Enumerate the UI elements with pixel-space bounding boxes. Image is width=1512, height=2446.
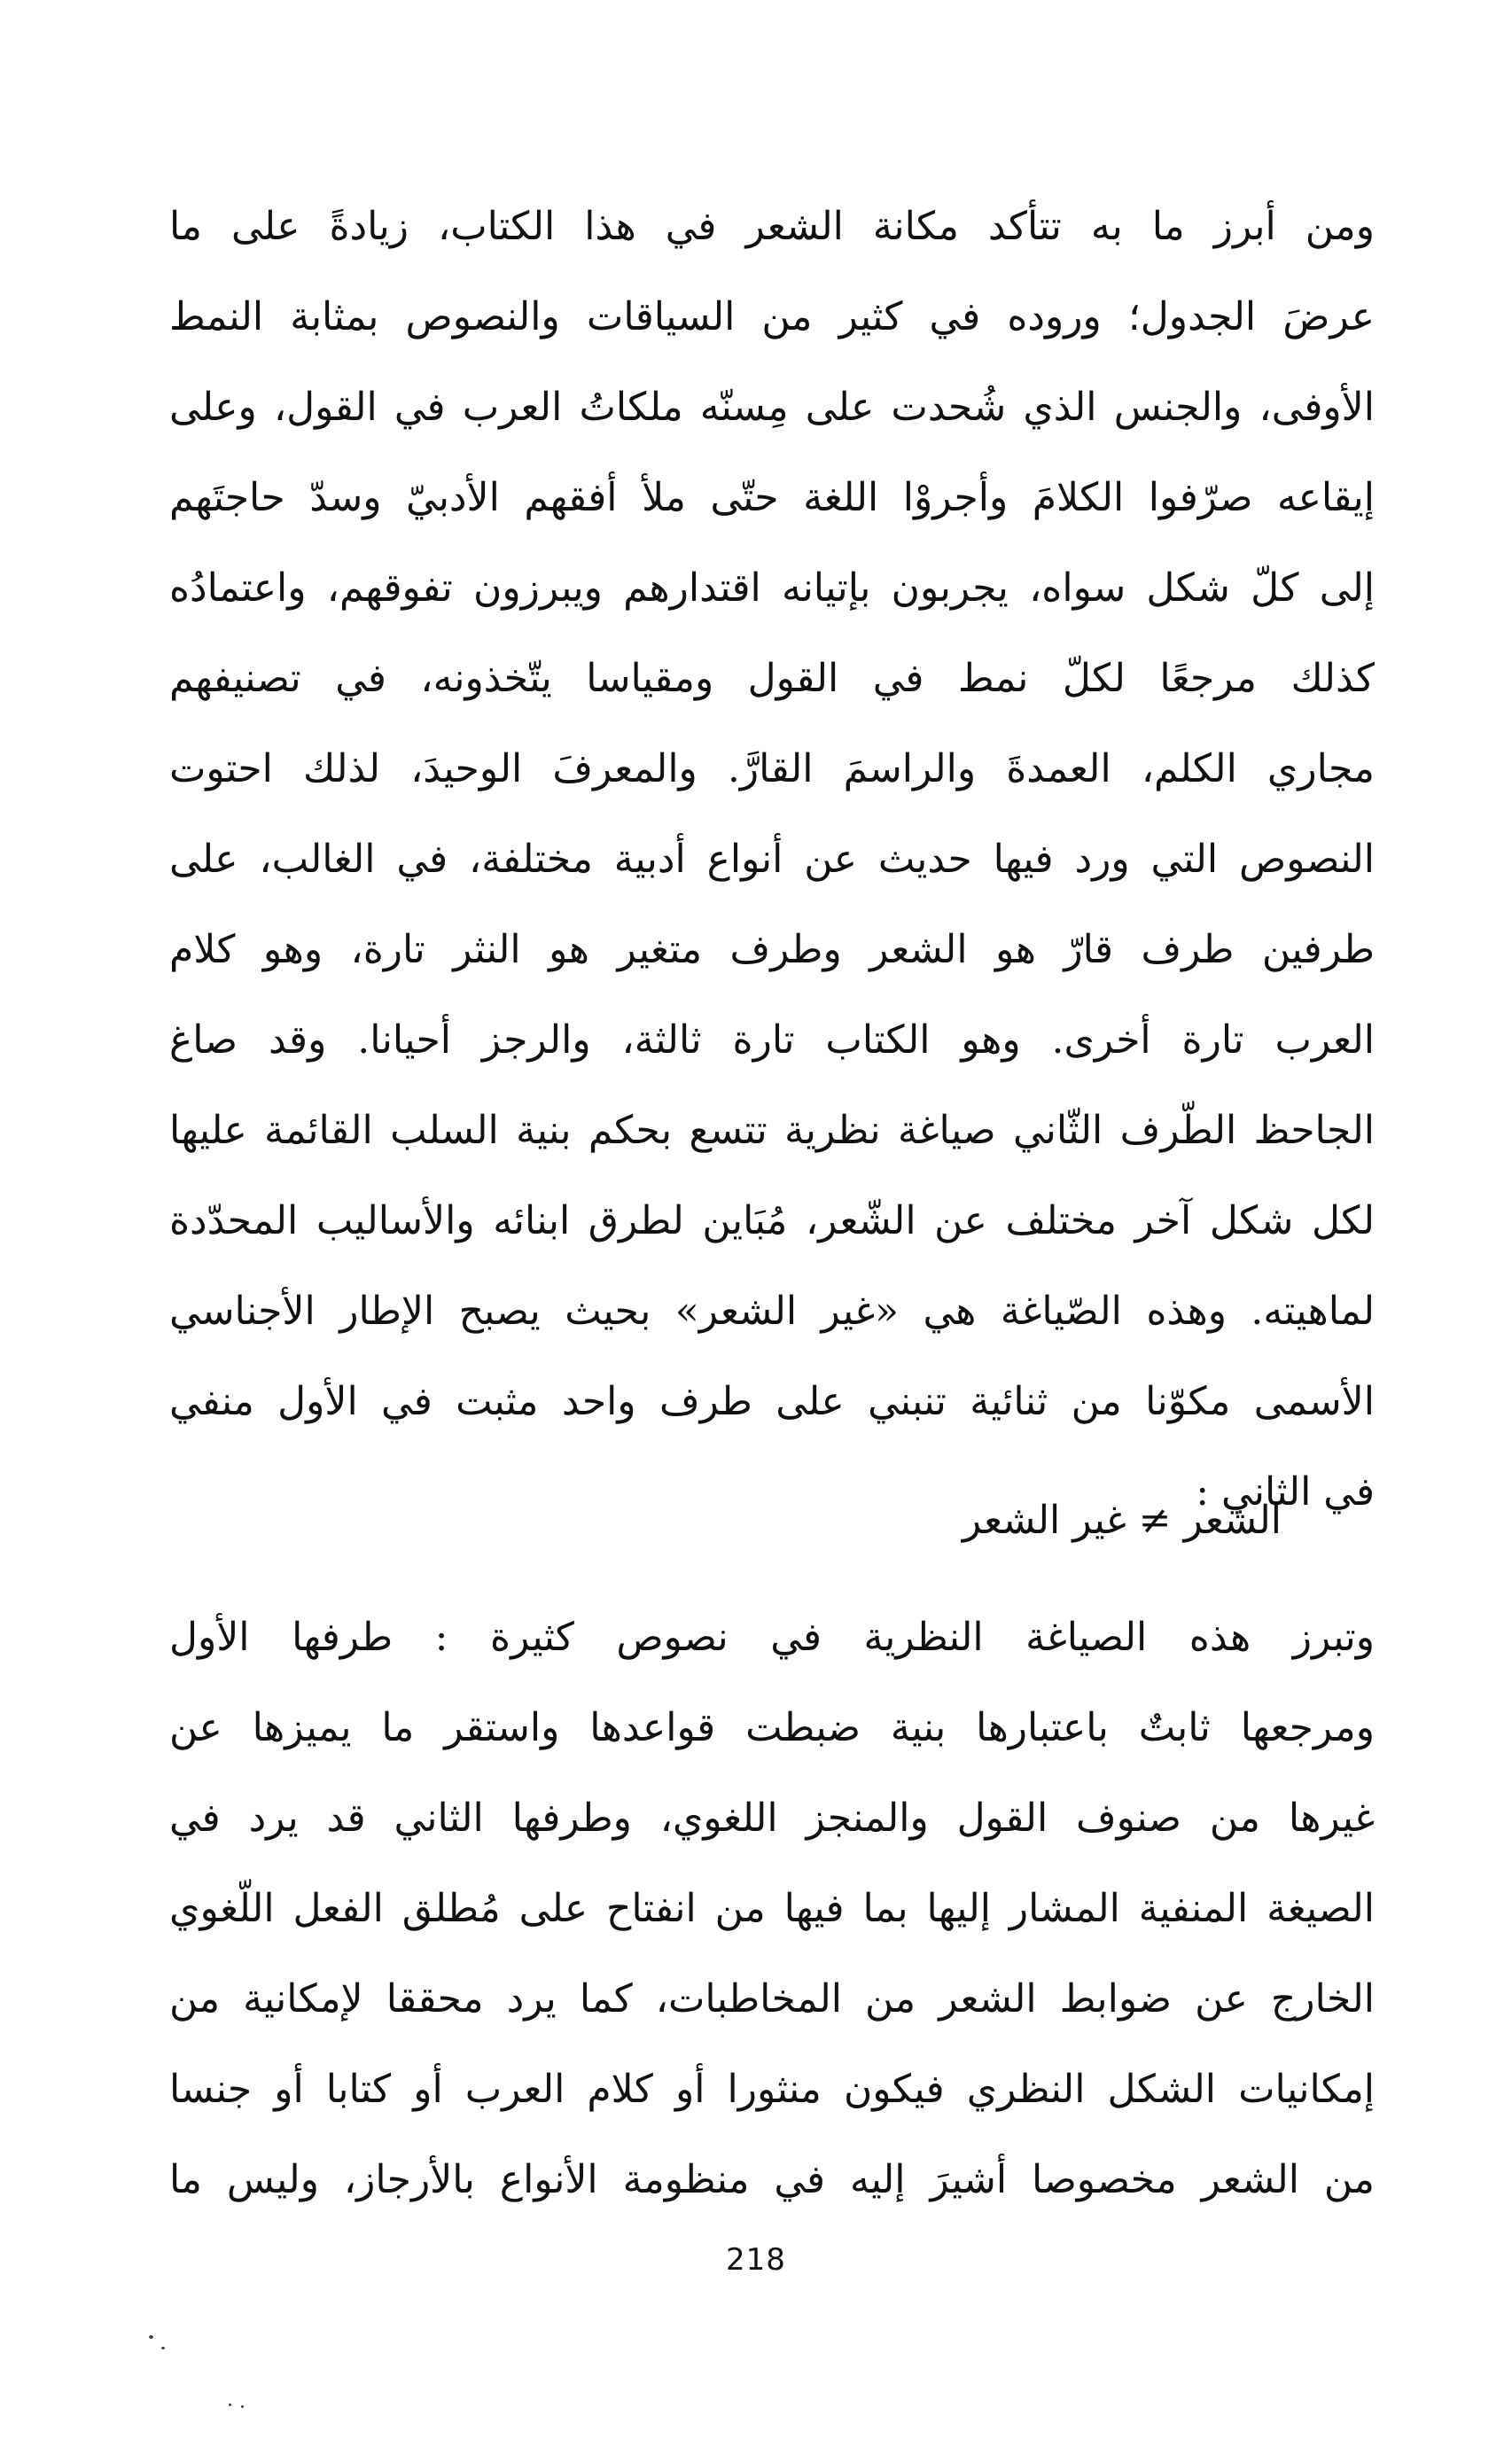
text-line: إمكانيات الشكل النظري فيكون منثورا أو كلام العرب أو كتابا أو جنسا bbox=[169, 2067, 1375, 2112]
text-line: غيرها من صنوف القول والمنجز اللغوي، وطرفها الثاني قد يرد في bbox=[169, 1796, 1375, 1841]
text-line: عرضَ الجدول؛ وروده في كثير من السياقات والنصوص بمثابة النمط bbox=[169, 294, 1375, 339]
text-line: من الشعر مخصوصا أشيرَ إليه في منظومة الأنواع بالأرجاز، وليس ما bbox=[169, 2157, 1375, 2202]
text-line: الصيغة المنفية المشار إليها بما فيها من انفتاح على مُطلق الفعل اللّغوي bbox=[169, 1886, 1375, 1931]
text-line: مجاري الكلم، العمدةَ والراسمَ القارَّ. والمعرفَ الوحيدَ، لذلك احتوت bbox=[169, 746, 1375, 791]
text-line: ومرجعها ثابتٌ باعتبارها بنية ضبطت قواعدها واستقر ما يميزها عن bbox=[169, 1705, 1375, 1750]
text-line: لماهيته. وهذه الصّياغة هي «غير الشعر» بحيث يصبح الإطار الأجناسي bbox=[169, 1289, 1375, 1334]
text-line: لكل شكل آخر مختلف عن الشّعر، مُبَاين لطرق ابنائه والأساليب المحدّدة bbox=[169, 1198, 1375, 1243]
page-number: 218 bbox=[726, 2242, 786, 2278]
text-line: الخارج عن ضوابط الشعر من المخاطبات، كما يرد محققا لإمكانية من bbox=[169, 1976, 1375, 2021]
text-line: الأوفى، والجنس الذي شُحدت على مِسنّه ملكاتُ العرب في القول، وعلى bbox=[169, 385, 1375, 430]
text-line: ومن أبرز ما به تتأكد مكانة الشعر في هذا الكتاب، زيادةً على ما bbox=[169, 204, 1375, 249]
text-line: طرفين طرف قارّ هو الشعر وطرف متغير هو النثر تارة، وهو كلام bbox=[169, 927, 1375, 972]
text-line: كذلك مرجعًا لكلّ نمط في القول ومقياسا يتّخذونه، في تصنيفهم bbox=[169, 656, 1375, 701]
paragraph-1 bbox=[169, 182, 1375, 1538]
formula-line: الشعر ≠ غير الشعر bbox=[962, 1498, 1282, 1543]
text-line: العرب تارة أخرى. وهو الكتاب تارة ثالثة، والرجز أحيانا. وقد صاغ bbox=[169, 1017, 1375, 1063]
text-line: إلى كلّ شكل سواه، يجربون بإتيانه اقتدارهم ويبرزون تفوقهم، واعتمادُه bbox=[169, 565, 1375, 611]
text-line: وتبرز هذه الصياغة النظرية في نصوص كثيرة : طرفها الأول bbox=[169, 1615, 1375, 1660]
scan-speck bbox=[229, 2403, 231, 2406]
text-line: الأسمى مكوّنا من ثنائية تنبني على طرف واحد مثبت في الأول منفي bbox=[169, 1379, 1375, 1424]
text-line: الجاحظ الطّرف الثّاني صياغة نظرية تتسع بحكم بنية السلب القائمة عليها bbox=[169, 1108, 1375, 1153]
text-line: النصوص التي ورد فيها حديث عن أنواع أدبية مختلفة، في الغالب، على bbox=[169, 837, 1375, 882]
text-line: في الثاني : bbox=[1196, 1469, 1375, 1515]
scan-speck bbox=[241, 2405, 244, 2408]
paragraph-2 bbox=[169, 1593, 1375, 2225]
scan-speck bbox=[149, 2335, 153, 2339]
scan-speck bbox=[161, 2347, 165, 2349]
text-line: إيقاعه صرّفوا الكلامَ وأجروْا اللغة حتّى ملأ أفقهم الأدبيّ وسدّ حاجتَهم bbox=[169, 475, 1375, 520]
